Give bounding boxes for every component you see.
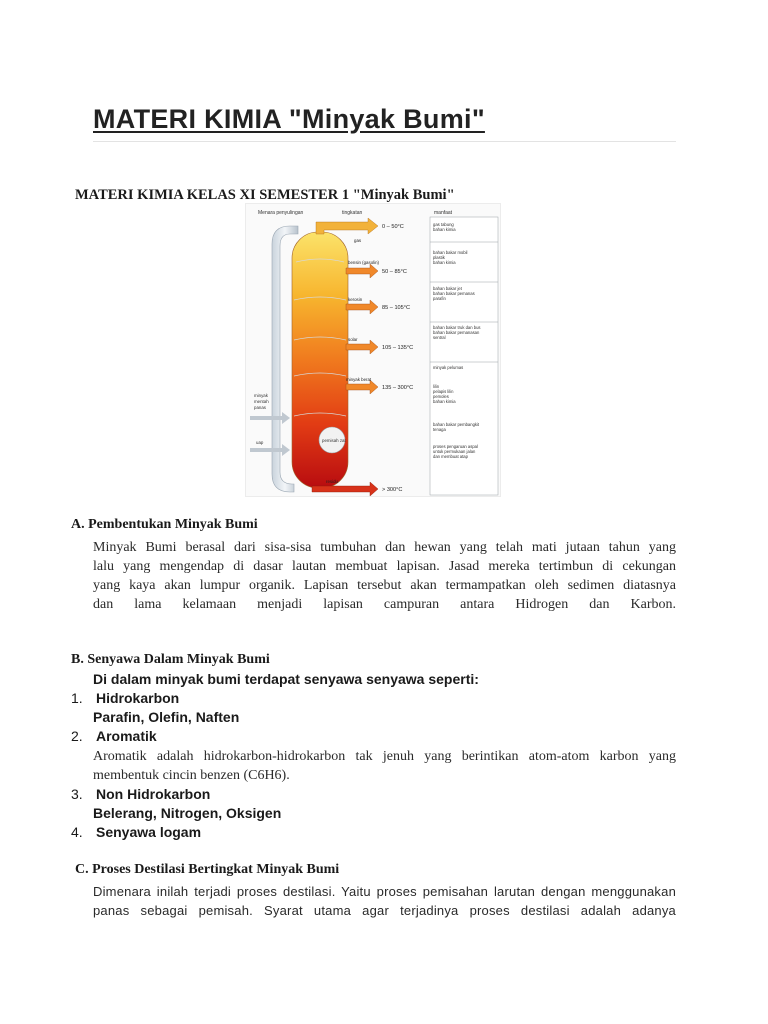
list-item-3-detail: Belerang, Nitrogen, Oksigen (93, 805, 282, 821)
section-c-heading: C. Proses Destilasi Bertingkat Minyak Bumi (75, 862, 340, 877)
section-b-heading: B. Senyawa Dalam Minyak Bumi (71, 652, 270, 667)
section-a-line-4: dan lama kelamaan menjadi lapisan campuran antara Hidrogen dan Karbon. (93, 597, 676, 612)
list-item-4-title: Senyawa logam (96, 824, 202, 840)
feed-label-3: panas (254, 405, 266, 410)
fraction-name-solar: solar (348, 337, 358, 342)
use-berat-7: tenaga (433, 427, 446, 432)
use-berat-3: pelapis lilin (433, 389, 454, 394)
list-number-1: 1. (71, 690, 83, 706)
temp-residu: > 300°C (382, 487, 403, 493)
temp-kerosin: 85 – 105°C (382, 305, 411, 311)
steam-label: uap (256, 440, 264, 445)
document-subtitle: MATERI KIMIA KELAS XI SEMESTER 1 "Minyak Bumi" (75, 187, 455, 203)
section-a-line-1: Minyak Bumi berasal dari sisa-sisa tumbuhan dan hewan yang telah mati jutaan tahun yang (93, 540, 676, 555)
section-c-line-2: panas sebagai pemisah. Syarat utama agar terjadinya proses destilasi adalah adanya (93, 903, 676, 918)
separator-label: pemisah zat (322, 438, 346, 443)
list-number-3: 3. (71, 786, 83, 802)
use-bensin-3: bahan kimia (433, 260, 456, 265)
use-residu-2: untuk permukaan jalan (433, 449, 476, 454)
use-bensin-2: plastik (433, 255, 445, 260)
section-a-line-2: lalu yang mengendap di dasar lautan membuat lapisan. Jasad mereka tertimbun di cekungan (93, 559, 676, 574)
distillation-tower-figure (245, 203, 501, 497)
fraction-name-bensin: bensin (gasolin) (348, 260, 379, 265)
use-header-label: manfaat (434, 210, 453, 216)
list-item-3-title: Non Hidrokarbon (96, 786, 211, 802)
temp-bensin: 50 – 85°C (382, 269, 407, 275)
use-solar-2: bahan bakar pemanasan (433, 330, 480, 335)
use-kerosin-1: bahan bakar jet (433, 286, 462, 291)
title-divider (93, 141, 676, 142)
feed-label-2: mentah (254, 399, 269, 404)
fraction-name-minyak-berat: minyak berat (346, 377, 372, 382)
temp-solar: 105 – 135°C (382, 345, 414, 351)
list-number-2: 2. (71, 728, 83, 744)
temp-minyak-berat: 135 – 300°C (382, 385, 414, 391)
feed-label-1: minyak (254, 393, 268, 398)
level-header-label: tingkatan (342, 210, 363, 216)
use-gas-1: gas tabung (433, 222, 454, 227)
fraction-name-gas: gas (354, 238, 362, 243)
fraction-name-kerosin: kerosin (348, 297, 363, 302)
use-gas-2: bahan kimia (433, 227, 456, 232)
use-kerosin-2: bahan bakar pemanas (433, 291, 475, 296)
list-item-2-detail-line-1: Aromatik adalah hidrokarbon-hidrokarbon tak jenuh yang berintikan atom-atom karbon yang (93, 749, 676, 764)
use-berat-5: bahan kimia (433, 399, 456, 404)
list-item-1-title: Hidrokarbon (96, 690, 180, 706)
list-item-2-detail-line-2: membentuk cincin benzen (C6H6). (93, 768, 290, 783)
page-title: MATERI KIMIA "Minyak Bumi" (93, 104, 485, 134)
use-solar-3: sentral (433, 335, 446, 340)
use-berat-4: pemoles (433, 394, 449, 399)
tower-header-label: Menara penyulingan (258, 210, 304, 216)
use-residu-1: proses pengaruan aspal (433, 444, 478, 449)
use-berat-6: bahan bakar pembangkit (433, 422, 480, 427)
use-berat-2: lilin (433, 384, 440, 389)
use-berat-1: minyak pelumas (433, 365, 464, 370)
list-item-1-detail: Parafin, Olefin, Naften (93, 709, 240, 725)
use-residu-3: dan membuat atap (433, 454, 468, 459)
list-number-4: 4. (71, 824, 83, 840)
temp-gas: 0 – 50°C (382, 224, 404, 230)
fraction-name-residu: residu (326, 479, 338, 484)
section-a-line-3: yang kaya akan lumpur organik. Lapisan tersebut akan termampatkan oleh sedimen diatasnya (93, 578, 676, 593)
section-c-line-1: Dimenara inilah terjadi proses destilasi. Yaitu proses pemisahan larutan dengan menggunakan (93, 884, 676, 899)
section-a-heading: A. Pembentukan Minyak Bumi (71, 517, 258, 532)
list-item-2-title: Aromatik (96, 728, 157, 744)
use-bensin-1: bahan bakar mobil (433, 250, 468, 255)
use-solar-1: bahan bakar truk dan bus (433, 325, 481, 330)
section-b-intro: Di dalam minyak bumi terdapat senyawa senyawa seperti: (93, 671, 479, 687)
use-kerosin-3: parafin (433, 296, 446, 301)
